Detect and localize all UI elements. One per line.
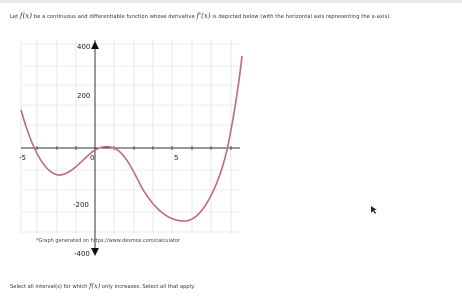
- axes: [21, 40, 240, 252]
- prompt-function-expression: f(x): [89, 282, 101, 290]
- x-tick-label-neg5: -5: [19, 154, 26, 162]
- mouse-cursor-icon: [370, 205, 378, 215]
- question-middle: be a continuous and differentiable function whose derivative: [33, 14, 195, 20]
- y-axis-down-arrow: [91, 248, 99, 256]
- graph-caption: *Graph generated on https://www.desmos.com/calculator: [36, 238, 180, 244]
- select-prompt: [10, 282, 195, 290]
- question-prefix: Let: [10, 14, 19, 20]
- y-tick-label-200: 200: [77, 92, 91, 100]
- x-tick-label-0: 0: [90, 154, 95, 162]
- derivative-expression: f'(x): [196, 12, 211, 20]
- question-suffix: is depicted below (with the horizontal axis representing the x-axis).: [212, 14, 392, 20]
- function-expression: f(x): [19, 12, 33, 20]
- y-tick-label-neg200: -200: [73, 201, 89, 209]
- graph-grid: [21, 40, 240, 234]
- derivative-curve: [21, 56, 242, 221]
- prompt-suffix: only increases. Select all that apply.: [101, 284, 196, 290]
- prompt-prefix: Select all interval(s) for which: [10, 284, 88, 290]
- y-axis-up-arrow: [91, 41, 99, 49]
- x-tick-label-5: 5: [174, 154, 179, 162]
- y-tick-label-neg400: -400: [74, 250, 90, 258]
- y-tick-label-400: 400: [77, 43, 91, 51]
